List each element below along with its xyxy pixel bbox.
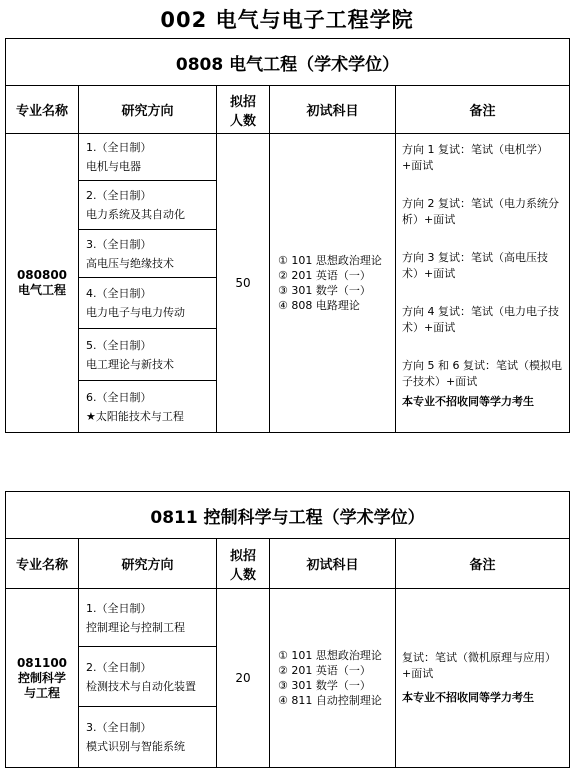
direction-item: 5.（全日制） 电工理论与新技术: [79, 329, 217, 381]
header-major: 专业名称: [6, 86, 79, 134]
direction-item: 1.（全日制） 控制理论与控制工程: [79, 589, 217, 647]
note-item: 方向 5 和 6 复试：笔试（模拟电子技术）+面试: [402, 359, 562, 388]
direction-item: 2.（全日制） 电力系统及其自动化: [79, 181, 217, 230]
header-major: 专业名称: [6, 539, 79, 589]
major-cell: [6, 589, 79, 768]
major-cell: [6, 134, 79, 433]
header-direction: 研究方向: [79, 86, 217, 134]
major-name: 电气工程: [17, 283, 66, 297]
program-table-0808: [5, 38, 570, 433]
header-notes: 备注: [396, 539, 570, 589]
header-quota: 拟招 人数: [217, 539, 270, 589]
note-item: 方向 4 复试：笔试（电力电子技术）+面试: [402, 305, 559, 334]
direction-item: 3.（全日制） 高电压与绝缘技术: [79, 230, 217, 278]
notes-cell: [396, 589, 570, 768]
major-name: 控制科学: [17, 670, 66, 685]
header-notes: 备注: [396, 86, 570, 134]
program-title: 0811 控制科学与工程（学术学位）: [6, 492, 570, 539]
header-exam: 初试科目: [270, 86, 396, 134]
header-exam: 初试科目: [270, 539, 396, 589]
note-item: 方向 1 复试：笔试（电机学）+面试: [402, 143, 548, 172]
program-title: 0808 电气工程（学术学位）: [6, 39, 570, 86]
header-quota: 拟招 人数: [217, 86, 270, 134]
note-item: 方向 2 复试：笔试（电力系统分析）+面试: [402, 197, 559, 226]
page-title: 002 电气与电子工程学院: [160, 8, 414, 32]
note-item: 方向 3 复试：笔试（高电压技术）+面试: [402, 251, 548, 280]
exam-subjects: ① 101 思想政治理论 ② 201 英语（一） ③ 301 数学（一） ④ 811 自动控制理论: [270, 589, 396, 768]
note-bold: 本专业不招收同等学力考生: [402, 691, 534, 704]
major-code: 080800: [16, 268, 68, 282]
major-code: 081100: [16, 655, 68, 670]
quota-value: 50: [217, 134, 270, 433]
note-bold: 本专业不招收同等学力考生: [402, 395, 534, 408]
direction-item: 4.（全日制） 电力电子与电力传动: [79, 278, 217, 329]
exam-subjects: ① 101 思想政治理论 ② 201 英语（一） ③ 301 数学（一） ④ 808 电路理论: [270, 134, 396, 433]
direction-item: 3.（全日制） 模式识别与智能系统: [79, 707, 217, 768]
header-direction: 研究方向: [79, 539, 217, 589]
quota-value: 20: [217, 589, 270, 768]
note-item: 复试：笔试（微机原理与应用）+面试: [402, 651, 556, 680]
direction-item: 2.（全日制） 检测技术与自动化装置: [79, 647, 217, 707]
major-name: 与工程: [23, 685, 60, 700]
program-table-0811: [5, 491, 570, 768]
notes-cell: [396, 134, 570, 433]
direction-item: 1.（全日制） 电机与电器: [79, 134, 217, 181]
direction-item: 6.（全日制） ★太阳能技术与工程: [79, 381, 217, 433]
